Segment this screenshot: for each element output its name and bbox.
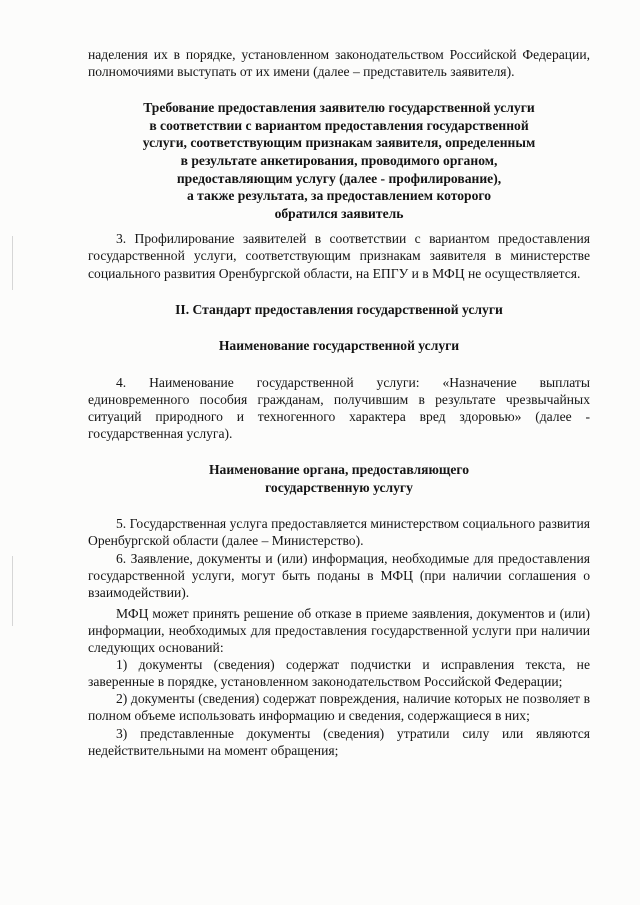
subsection-organ-heading [88, 461, 590, 496]
list-item-2: 2) документы (сведения) содержат повреждения, наличие которых не позволяет в полном объеме использовать информацию и сведения, содержащиеся в них; [88, 691, 590, 724]
paragraph-3: 3. Профилирование заявителей в соответствии с вариантом предоставления государственной услуги, соответствующим признакам заявителя в министерстве социального развития Оренбургской области, на ЕПГУ и в МФЦ не осуществляется. [88, 231, 590, 281]
section-heading-requirement [88, 99, 590, 222]
subsection-service-name-heading: Наименование государственной услуги [218, 338, 460, 354]
heading-line: Наименование органа, предоставляющего [208, 462, 470, 478]
section-2-heading: II. Стандарт предоставления государственной услуги [175, 301, 503, 317]
heading-line: в соответствии с вариантом предоставления государственной [149, 117, 529, 133]
heading-line: услуги, соответствующим признакам заявителя, определенным [142, 135, 536, 151]
paragraph-4: 4. Наименование государственной услуги: «Назначение выплаты единовременного пособия гражданам, получившим в результате чрезвычайных ситуаций природного и техногенного характера вред здоровью» (далее - государственная услуга). [88, 374, 590, 442]
list-item-3: 3) представленные документы (сведения) утратили силу или являются недействительными на момент обращения; [88, 725, 590, 758]
paragraph-continued: наделения их в порядке, установленном законодательством Российской Федерации, полномочиями выступать от их имени (далее – представитель заявителя). [88, 47, 590, 80]
list-item-1: 1) документы (сведения) содержат подчистки и исправления текста, не заверенные в порядке, установленном законодательством Российской Федерации; [88, 657, 590, 690]
heading-line: предоставляющим услугу (далее - профилирование), [176, 170, 502, 186]
document-body [88, 46, 590, 759]
paragraph-6: 6. Заявление, документы и (или) информация, необходимые для предоставления государственной услуги, могут быть поданы в МФЦ (при наличии соглашения о взаимодействии). [88, 550, 590, 600]
heading-line: обратился заявитель [274, 205, 404, 221]
heading-line: Требование предоставления заявителю государственной услуги [143, 100, 535, 116]
paragraph-5: 5. Государственная услуга предоставляется министерством социального развития Оренбургской области (далее – Министерство). [88, 516, 590, 549]
heading-line: государственную услугу [265, 479, 413, 495]
heading-line: в результате анкетирования, проводимого органом, [180, 152, 498, 168]
paragraph-mfc-refusal: МФЦ может принять решение об отказе в приеме заявления, документов и (или) информации, необходимых для предоставления государственной услуги при наличии следующих оснований: [88, 605, 590, 656]
heading-line: а также результата, за предоставлением которого [186, 188, 491, 204]
scan-artifact [12, 236, 13, 290]
scan-artifact [12, 556, 13, 626]
